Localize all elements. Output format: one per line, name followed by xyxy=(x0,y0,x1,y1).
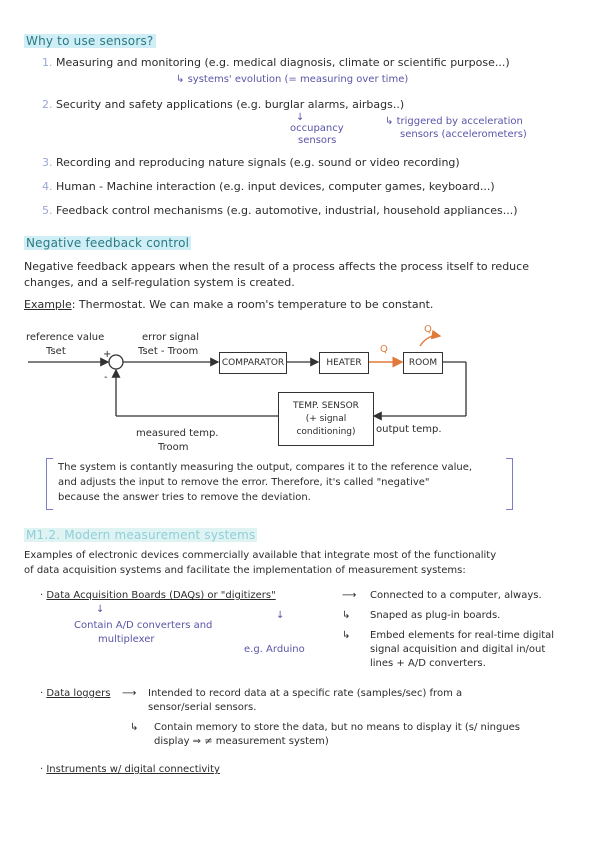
daq-contain-1: Contain A/D converters and xyxy=(74,620,213,631)
loggers-arrow-2: ↳ xyxy=(130,722,139,733)
daq-arrow-1: ⟶ xyxy=(342,590,357,601)
section-heading-m12: M1.2. Modern measurement systems xyxy=(26,528,256,542)
room-block: ROOM xyxy=(403,352,443,374)
why-note-systems-evolution: ↳ systems' evolution (= measuring over time) xyxy=(176,74,409,85)
loggers-memory-1: Contain memory to store the data, but no means to display it (s/ ningues xyxy=(154,722,521,733)
m12-intro-line-2: of data acquisition systems and facilitate the implementation of measurement systems: xyxy=(24,565,466,576)
diagram-q-label: Q xyxy=(380,344,388,355)
nfc-intro-line-2: changes, and a self-regulation system is created. xyxy=(24,276,295,289)
daq-embed-3: lines + A/D converters. xyxy=(370,658,486,669)
why-item-1: 1. Measuring and monitoring (e.g. medical diagnosis, climate or scientific purpose...) xyxy=(42,56,510,69)
note-left-bracket xyxy=(46,458,53,510)
diagram-measured-temp-label: measured temp. xyxy=(136,428,219,439)
note-line-1: The system is contantly measuring the output, compares it to the reference value, xyxy=(58,462,473,473)
why-item-4: 4. Human - Machine interaction (e.g. input devices, computer games, keyboard...) xyxy=(42,180,495,193)
note-line-2: and adjusts the input to remove the error. Therefore, it's called "negative" xyxy=(58,477,430,488)
loggers-intended-2: sensor/serial sensors. xyxy=(148,702,257,713)
why-note-triggered-2: sensors (accelerometers) xyxy=(400,129,527,140)
nfc-intro-line-1: Negative feedback appears when the result of a process affects the process itself to reduce xyxy=(24,260,529,273)
comparator-block: COMPARATOR xyxy=(219,352,287,374)
daq-arrow-2: ↳ xyxy=(342,610,351,621)
diagram-q-loss-label: Q xyxy=(424,324,432,335)
diagram-plus-sign: + xyxy=(103,349,112,360)
daq-snapped: Snaped as plug-in boards. xyxy=(370,610,501,621)
loggers-intended-1: Intended to record data at a specific rate (samples/sec) from a xyxy=(148,688,463,699)
example-line: Example: Thermostat. We can make a room's temperature to be constant. xyxy=(24,298,434,311)
daq-connected: Connected to a computer, always. xyxy=(370,590,542,601)
why-note-triggered-1: ↳ triggered by acceleration xyxy=(385,116,523,127)
why-note-arrow-1: ↓ xyxy=(296,112,305,123)
heater-block: HEATER xyxy=(319,352,369,374)
diagram-error-signal-label: error signal xyxy=(142,332,199,343)
loggers-arrow-1: ⟶ xyxy=(122,688,137,699)
diagram-output-temp-label: output temp. xyxy=(376,424,442,435)
temp-sensor-block: TEMP. SENSOR (+ signal conditioning) xyxy=(278,392,374,446)
daq-embed-1: Embed elements for real-time digital xyxy=(370,630,555,641)
diagram-minus-sign: - xyxy=(104,372,108,383)
diagram-error-formula: Tset - Troom xyxy=(138,346,199,357)
note-line-3: because the answer tries to remove the deviation. xyxy=(58,492,311,503)
instruments-item: · Instruments w/ digital connectivity xyxy=(40,764,220,775)
section-heading-why-sensors: Why to use sensors? xyxy=(26,34,154,48)
section-heading-negative-feedback: Negative feedback control xyxy=(26,236,190,250)
daq-example-arrow: ↓ xyxy=(276,610,285,621)
daq-item: · Data Acquisition Boards (DAQs) or "digitizers" xyxy=(40,590,276,601)
diagram-troom-label: Troom xyxy=(158,442,189,453)
why-item-3: 3. Recording and reproducing nature signals (e.g. sound or video recording) xyxy=(42,156,460,169)
m12-intro-line-1: Examples of electronic devices commercially available that integrate most of the functionality xyxy=(24,550,497,561)
diagram-tset-label: Tset xyxy=(46,346,66,357)
why-item-5: 5. Feedback control mechanisms (e.g. automotive, industrial, household appliances...) xyxy=(42,204,518,217)
why-note-occupancy: occupancy xyxy=(290,123,344,134)
diagram-reference-value-label: reference value xyxy=(26,332,105,343)
daq-embed-2: signal acquisition and digital in/out xyxy=(370,644,546,655)
loggers-memory-2: display ⇒ ≠ measurement system) xyxy=(154,736,329,747)
daq-contain-2: multiplexer xyxy=(98,634,155,645)
why-item-2: 2. Security and safety applications (e.g. burglar alarms, airbags..) xyxy=(42,98,405,111)
daq-contain-arrow: ↓ xyxy=(96,604,105,615)
daq-arrow-3: ↳ xyxy=(342,630,351,641)
daq-example: e.g. Arduino xyxy=(244,644,305,655)
note-right-bracket xyxy=(506,458,513,510)
loggers-item: · Data loggers xyxy=(40,688,111,699)
why-note-sensors: sensors xyxy=(298,135,337,146)
